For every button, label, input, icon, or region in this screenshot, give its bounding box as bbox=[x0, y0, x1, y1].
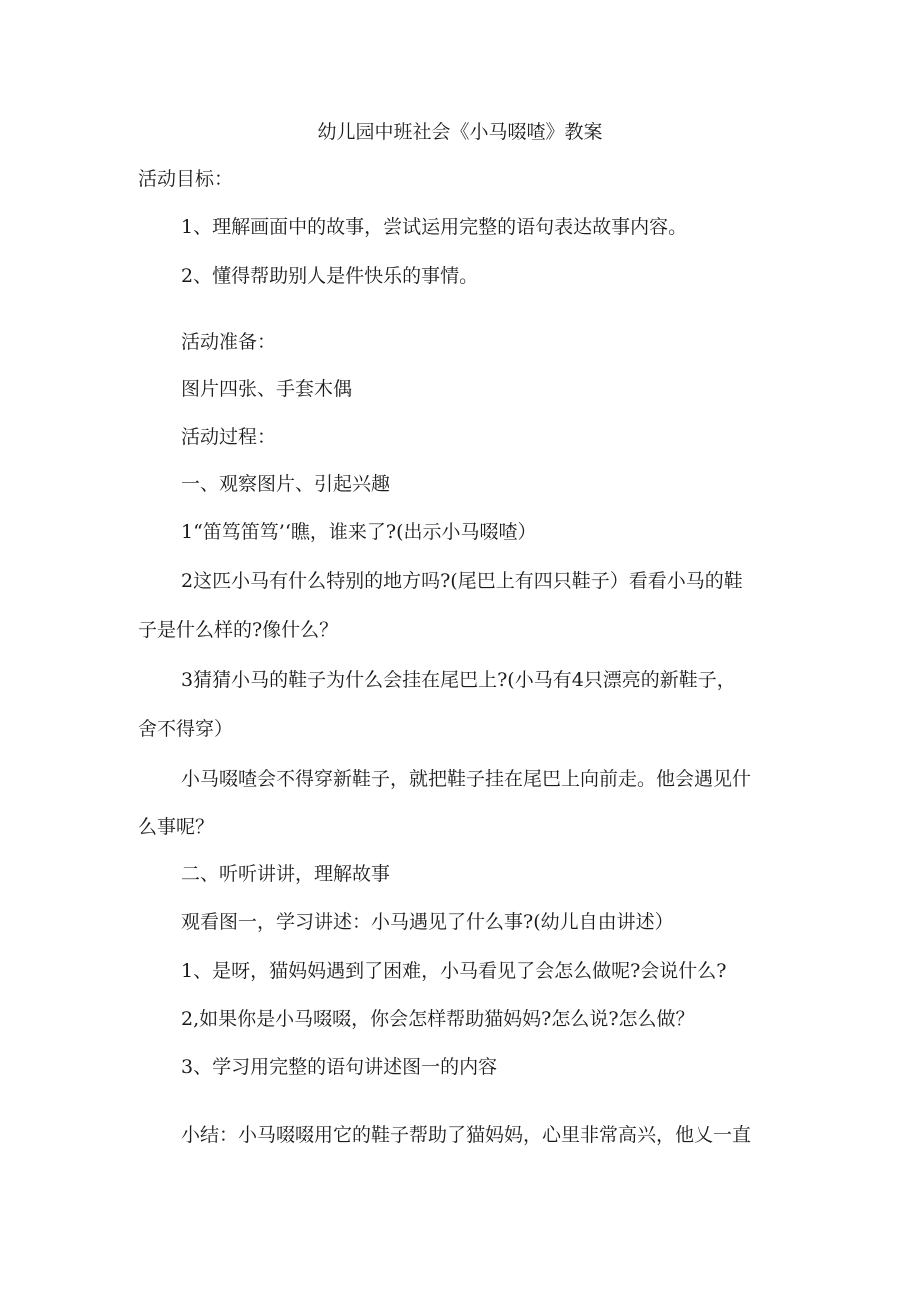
question-1: 1、是呀，猫妈妈遇到了困难，小马看见了会怎么做呢?会说什么? bbox=[181, 960, 727, 982]
question-2: 2,如果你是小马啜啜，你会怎样帮助猫妈妈?怎么说?怎么做？ bbox=[181, 1008, 695, 1030]
narration-line-2: 么事呢？ bbox=[138, 816, 215, 838]
section-heading-preparation: 活动准备： bbox=[181, 331, 277, 353]
process-step-2-line-2: 子是什么样的?像什么？ bbox=[138, 619, 339, 641]
process-step-2-line-1: 2这匹小马有什么特别的地方吗?(尾巴上有四只鞋子）看看小马的鞋 bbox=[181, 570, 743, 592]
narration-line-1: 小马啜喳会不得穿新鞋子，就把鞋子挂在尾巴上向前走。他会遇见什 bbox=[181, 768, 752, 790]
goal-item-2: 2、懂得帮助别人是件快乐的事情。 bbox=[181, 265, 479, 287]
question-3: 3、学习用完整的语句讲述图一的内容 bbox=[181, 1056, 498, 1078]
picture-one-prompt: 观看图一，学习讲述：小马遇见了什么事?(幼儿自由讲述） bbox=[181, 911, 674, 933]
preparation-text: 图片四张、手套木偶 bbox=[181, 378, 353, 400]
document-title: 幼儿园中班社会《小马啜喳》教案 bbox=[317, 121, 603, 143]
summary-line: 小结：小马啜啜用它的鞋子帮助了猫妈妈，心里非常高兴，他乂一直 bbox=[181, 1124, 752, 1146]
goal-item-1: 1、理解画面中的故事，尝试运用完整的语句表达故事内容。 bbox=[181, 216, 688, 238]
process-step-3-line-1: 3猜猜小马的鞋子为什么会挂在尾巴上?(小马有4只漂亮的新鞋子， bbox=[181, 669, 736, 691]
process-part-2-heading: 二、听听讲讲，理解故事 bbox=[181, 863, 391, 885]
process-step-3-line-2: 舍不得穿） bbox=[138, 718, 234, 740]
process-step-1: 1“笛笃笛笃’‘瞧，谁来了?(出示小马啜喳） bbox=[181, 521, 537, 543]
section-heading-goals: 活动目标： bbox=[138, 168, 234, 190]
process-part-1-heading: 一、观察图片、引起兴趣 bbox=[181, 473, 391, 495]
section-heading-process: 活动过程： bbox=[181, 426, 277, 448]
